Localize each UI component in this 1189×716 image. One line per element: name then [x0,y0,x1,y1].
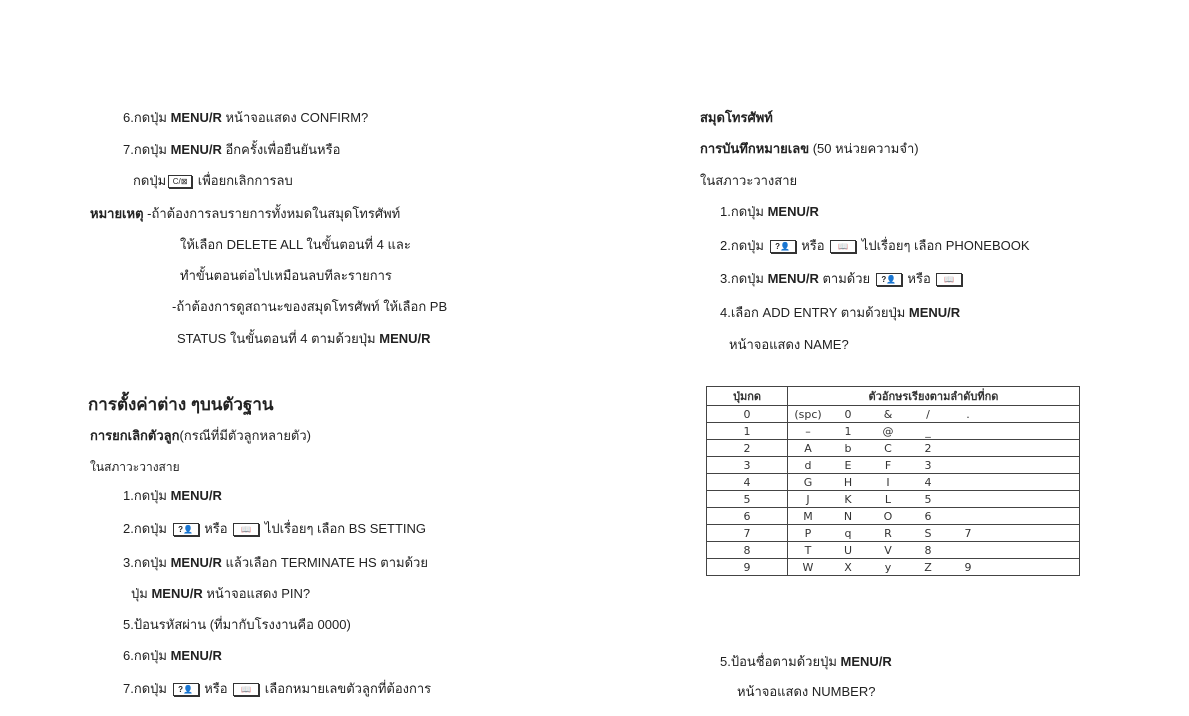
text: 1.กดปุ่ม [123,488,171,503]
table-cell-char: S [908,525,948,542]
text: STATUS ในขั้นตอนที่ 4 ตามด้วยปุ่ม [177,331,380,346]
table-cell-char: Z [908,559,948,576]
table-cell-char: _ [908,423,948,440]
table-cell-char [948,440,988,457]
menu-r-label: MENU/R [170,488,222,503]
pb-step-5b: หน้าจอแสดง NUMBER? [737,684,876,699]
text: ปุ่ม [131,586,152,601]
table-cell-key: 4 [707,474,788,491]
table-header-row [707,387,1080,406]
phone-key-icon: ?👤 [173,523,199,536]
table-row [707,423,1080,440]
text: การยกเลิกตัวลูก [90,428,180,443]
table-cell-char: / [908,406,948,423]
table-cell-key: 5 [707,491,788,508]
table-cell-pad [988,559,1080,576]
pb-step-3 [720,271,964,287]
text: (กรณีที่มีตัวลูกหลายตัว) [179,428,312,443]
bs-step-2 [123,521,426,537]
section-heading: การตั้งค่าต่าง ๆบนตัวฐาน [88,395,274,414]
table-cell-char: 3 [908,457,948,474]
table-cell-key: 9 [707,559,788,576]
table-cell-char: W [788,559,829,576]
table-cell-key: 3 [707,457,788,474]
table-cell-char: I [868,474,908,491]
pb-step-4b: หน้าจอแสดง NAME? [729,337,849,352]
menu-r-label: MENU/R [767,271,819,286]
phone-key-icon: ?👤 [770,240,796,253]
text: 1.กดปุ่ม [720,204,768,219]
text: ตามด้วย [818,271,874,286]
text: แล้วเลือก TERMINATE HS ตามด้วย [221,555,428,570]
table-cell-char: d [788,457,829,474]
text: (50 หน่วยความจำ) [809,141,919,156]
menu-r-label: MENU/R [170,555,222,570]
table-cell-char: 7 [948,525,988,542]
note-line-5 [177,331,431,347]
text: -ถ้าต้องการลบรายการทั้งหมดในสมุดโทรศัพท์ [143,206,401,221]
text: หรือ [200,681,232,696]
bs-step-5: 5.ป้อนรหัสผ่าน (ที่มากับโรงงานคือ 0000) [123,617,351,632]
state-line: ในสภาวะวางสาย [90,460,180,474]
table-cell-char: 2 [908,440,948,457]
table-row [707,525,1080,542]
table-cell-char: O [868,508,908,525]
table-cell-char: 0 [828,406,868,423]
text: 7.กดปุ่ม [123,681,171,696]
table-cell-char [948,542,988,559]
book-key-icon: 📖 [233,523,259,536]
bs-step-1 [123,488,222,504]
menu-r-label: MENU/R [908,305,961,320]
menu-r-label: MENU/R [151,586,203,601]
menu-r-label: MENU/R [170,648,222,663]
text: 2.กดปุ่ม [123,521,171,536]
table-cell-pad [988,474,1080,491]
text: หน้าจอแสดง CONFIRM? [221,110,369,125]
text: หรือ [200,521,232,536]
note-line-2: ให้เลือก DELETE ALL ในขั้นตอนที่ 4 และ [180,237,411,252]
table-cell-char: & [868,406,908,423]
table-cell-pad [988,440,1080,457]
text: 3.กดปุ่ม [123,555,171,570]
table-cell-char: L [868,491,908,508]
step-6-line [123,110,368,126]
table-cell-char: T [788,542,829,559]
table-row [707,474,1080,491]
table-cell-char [948,423,988,440]
bs-step-3b [131,586,310,602]
table-row [707,457,1080,474]
table-cell-key: 0 [707,406,788,423]
clear-key-icon: C/⊠ [168,175,192,188]
table-cell-char: F [868,457,908,474]
note-label: หมายเหตุ [90,206,144,221]
note-line-3: ทำขั้นตอนต่อไปเหมือนลบทีละรายการ [180,268,392,283]
table-cell-char: 4 [908,474,948,491]
table-cell-pad [988,457,1080,474]
table-cell-key: 8 [707,542,788,559]
text: หรือ [903,271,935,286]
table-row [707,440,1080,457]
pb-step-5 [720,654,892,670]
table-cell-key: 1 [707,423,788,440]
phone-key-icon: ?👤 [876,273,902,286]
note-line-1 [90,206,400,222]
book-key-icon: 📖 [233,683,259,696]
table-cell-char: J [788,491,829,508]
pb-step-1 [720,204,819,220]
table-cell-pad [988,491,1080,508]
table-cell-char: U [828,542,868,559]
text: กดปุ่ม [133,173,167,188]
text: ไปเรื่อยๆ เลือก BS SETTING [261,521,427,536]
phone-key-icon: ?👤 [173,683,199,696]
table-cell-char: 8 [908,542,948,559]
table-cell-char [948,508,988,525]
table-cell-char: – [788,423,829,440]
table-cell-key: 2 [707,440,788,457]
table-cell-char: 6 [908,508,948,525]
table-cell-char: G [788,474,829,491]
table-cell-char: K [828,491,868,508]
table-cell-char: C [868,440,908,457]
table-cell-char: E [828,457,868,474]
text: 3.กดปุ่ม [720,271,768,286]
table-cell-char: R [868,525,908,542]
table-cell-pad [988,423,1080,440]
text: เลือกหมายเลขตัวลูกที่ต้องการ [261,681,432,696]
bs-step-3 [123,555,428,571]
text: หน้าจอแสดง PIN? [202,586,311,601]
table-cell-char [948,491,988,508]
step-7-line [123,142,340,158]
text: 6.กดปุ่ม [123,110,171,125]
table-cell-char: . [948,406,988,423]
header-chars: ตัวอักษรเรียงตามลำดับที่กด [788,387,1080,406]
text: 6.กดปุ่ม [123,648,171,663]
menu-r-label: MENU/R [379,331,431,346]
cancel-line [133,173,293,189]
table-cell-char: y [868,559,908,576]
text: การบันทึกหมายเลข [700,141,810,156]
table-cell-char: A [788,440,829,457]
text: 4.เลือก ADD ENTRY ตามด้วยปุ่ม [720,305,909,320]
table-cell-char: P [788,525,829,542]
text: ไปเรื่อยๆ เลือก PHONEBOOK [858,238,1030,253]
table-cell-char: 1 [828,423,868,440]
table-cell-char: X [828,559,868,576]
pb-step-2 [720,238,1030,254]
text: หรือ [797,238,829,253]
table-row [707,542,1080,559]
text: 7.กดปุ่ม [123,142,171,157]
bs-step-6 [123,648,222,664]
phonebook-subheading [700,141,919,157]
menu-r-label: MENU/R [767,204,819,219]
menu-r-label: MENU/R [840,654,892,669]
table-row [707,406,1080,423]
table-cell-char: H [828,474,868,491]
table-cell-pad [988,406,1080,423]
table-cell-char: b [828,440,868,457]
table-cell-char [948,457,988,474]
table-cell-char: q [828,525,868,542]
book-key-icon: 📖 [830,240,856,253]
text: 5.ป้อนชื่อตามด้วยปุ่ม [720,654,841,669]
table-cell-char: @ [868,423,908,440]
pb-step-4 [720,305,960,321]
table-row [707,559,1080,576]
menu-r-label: MENU/R [170,110,222,125]
phonebook-title: สมุดโทรศัพท์ [700,110,773,125]
table-cell-char [948,474,988,491]
text: อีกครั้งเพื่อยืนยันหรือ [221,142,341,157]
table-cell-char: M [788,508,829,525]
table-cell-pad [988,525,1080,542]
table-row [707,491,1080,508]
table-cell-char: 9 [948,559,988,576]
character-table [706,386,1080,576]
table-cell-key: 6 [707,508,788,525]
table-cell-pad [988,542,1080,559]
table-cell-char: V [868,542,908,559]
table-cell-key: 7 [707,525,788,542]
table-cell-char: (spc) [788,406,829,423]
text: เพื่อยกเลิกการลบ [194,173,293,188]
table-cell-char: N [828,508,868,525]
table-cell-char: 5 [908,491,948,508]
table-row [707,508,1080,525]
book-key-icon: 📖 [936,273,962,286]
menu-r-label: MENU/R [170,142,222,157]
subheading [90,428,311,444]
header-key: ปุ่มกด [707,387,788,406]
text: 2.กดปุ่ม [720,238,768,253]
table-cell-pad [988,508,1080,525]
state-line: ในสภาวะวางสาย [700,173,798,188]
bs-step-7 [123,681,431,697]
note-line-4: -ถ้าต้องการดูสถานะของสมุดโทรศัพท์ ให้เลือก PB [172,299,448,314]
